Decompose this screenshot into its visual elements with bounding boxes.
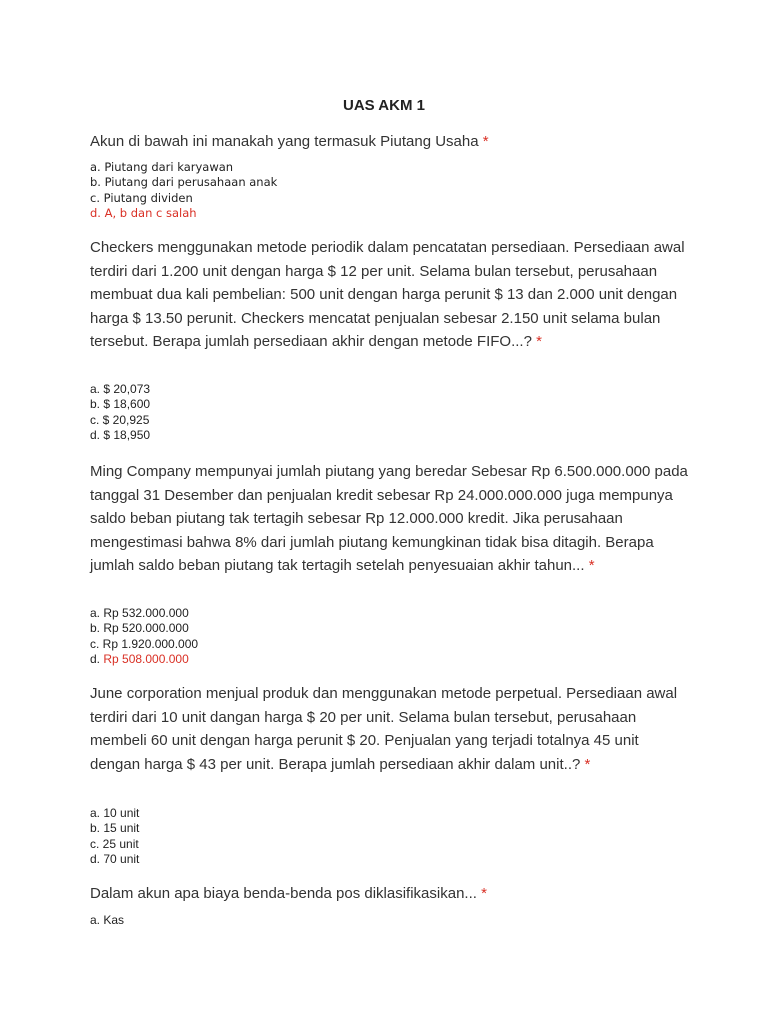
option-d-prefix: d.	[90, 652, 104, 667]
required-asterisk: *	[588, 557, 595, 574]
question-1-text: Akun di bawah ini manakah yang termasuk Piutang Usaha	[90, 133, 479, 150]
option-c: c. Piutang dividen	[90, 190, 193, 205]
option-c: c. $ 20,925	[90, 412, 150, 427]
question-5-text: Dalam akun apa biaya benda-benda pos diklasifikasikan...	[90, 885, 477, 902]
option-d: d. A, b dan c salah	[90, 206, 197, 221]
option-b: b. Piutang dari perusahaan anak	[90, 175, 278, 190]
question-4	[90, 682, 690, 776]
question-2-options	[90, 382, 690, 444]
option-c: c. Rp 1.920.000.000	[90, 636, 199, 651]
option-b: b. 15 unit	[90, 821, 140, 836]
question-5-options	[90, 913, 690, 928]
question-5	[90, 882, 690, 906]
page-title: UAS AKM 1	[343, 97, 425, 114]
question-3-text: Ming Company mempunyai jumlah piutang yang beredar Sebesar Rp 6.500.000.000 pada tanggal 31 Desember dan penjualan kredit sebesar Rp 24.000.000.000 juga mempunya saldo beban piutang tak tertagih sebesar Rp 12.000.000 kredit. Jika perusahaan mengestimasi bahwa 8% dari jumlah piutang kemungkinan tidak bisa ditagih. Berapa jumlah saldo beban piutang tak tertagih setelah penyesuaian akhir tahun...	[90, 463, 688, 574]
question-3	[90, 460, 690, 578]
option-c: c. 25 unit	[90, 836, 139, 851]
question-1	[90, 130, 690, 154]
question-2	[90, 236, 690, 354]
required-asterisk: *	[481, 885, 487, 902]
required-asterisk: *	[536, 333, 542, 350]
option-a: a. Rp 532.000.000	[90, 606, 189, 620]
option-b: b. $ 18,600	[90, 397, 151, 412]
option-d	[90, 652, 690, 667]
question-2-text: Checkers menggunakan metode periodik dalam pencatatan persediaan. Persediaan awal terdiri dari 1.200 unit dengan harga $ 12 per unit. Selama bulan tersebut, perusahaan membuat dua kali pembelian: 500 unit dengan harga perunit $ 13 dan 2.000 unit dengan harga $ 13.50 perunit. Checkers mencatat penjualan sebesar 2.150 unit selama bulan tersebut. Berapa jumlah persediaan akhir dengan metode FIFO...?	[90, 239, 685, 350]
option-a: a. Kas	[90, 913, 125, 927]
option-a: a. 10 unit	[90, 806, 140, 820]
required-asterisk: *	[584, 755, 591, 773]
question-4-text: June corporation menjual produk dan menggunakan metode perpetual. Persediaan awal terdiri dari 10 unit dangan harga $ 20 per unit. Selama bulan tersebut, perusahaan membeli 60 unit dengan harga perunit $ 20. Penjualan yang terjadi totalnya 45 unit dengan harga $ 43 per unit. Berapa jumlah persediaan akhir dalam unit..?	[90, 685, 678, 773]
question-1-options	[90, 160, 690, 222]
question-4-options	[90, 806, 690, 868]
question-3-options	[90, 606, 690, 668]
option-b: b. Rp 520.000.000	[90, 621, 189, 636]
option-d-value: Rp 508.000.000	[103, 652, 189, 667]
option-a: a. Piutang dari karyawan	[90, 160, 234, 174]
option-d: d. 70 unit	[90, 852, 140, 867]
required-asterisk: *	[482, 133, 489, 150]
option-a: a. $ 20,073	[90, 382, 151, 396]
option-d: d. $ 18,950	[90, 428, 151, 443]
